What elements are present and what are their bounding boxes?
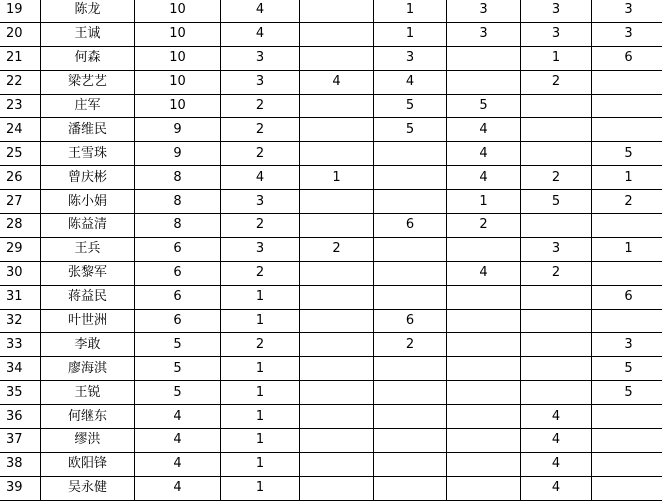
- col-8-cell: [521, 333, 592, 357]
- col-7-cell: [447, 405, 521, 429]
- col-9-cell: 5: [592, 142, 662, 166]
- col-7-cell: 4: [447, 118, 521, 142]
- name-cell: 陈小娟: [41, 190, 135, 214]
- name-cell: 曾庆彬: [41, 166, 135, 190]
- table-row: [0, 190, 662, 214]
- name-cell: 何森: [41, 46, 135, 70]
- col-5-cell: [300, 22, 374, 46]
- col-9-cell: [592, 429, 662, 453]
- total-cell: 8: [135, 166, 221, 190]
- name-cell: 王锐: [41, 381, 135, 405]
- total-cell: 10: [135, 22, 221, 46]
- table-row: [0, 261, 662, 285]
- col-9-cell: 6: [592, 285, 662, 309]
- col-5-cell: [300, 405, 374, 429]
- name-cell: 欧阳锋: [41, 452, 135, 476]
- name-cell: 王诚: [41, 22, 135, 46]
- col-9-cell: 3: [592, 0, 662, 22]
- col-9-cell: [592, 476, 662, 500]
- table-row: [0, 405, 662, 429]
- name-cell: 陈益清: [41, 214, 135, 238]
- col-6-cell: 1: [374, 22, 447, 46]
- col-6-cell: 5: [374, 118, 447, 142]
- count-cell: 2: [221, 261, 300, 285]
- total-cell: 10: [135, 70, 221, 94]
- col-9-cell: [592, 405, 662, 429]
- col-7-cell: [447, 70, 521, 94]
- col-5-cell: [300, 452, 374, 476]
- col-7-cell: [447, 333, 521, 357]
- col-6-cell: 6: [374, 214, 447, 238]
- col-9-cell: 2: [592, 190, 662, 214]
- rank-cell: 24: [0, 118, 41, 142]
- name-cell: 梁艺艺: [41, 70, 135, 94]
- col-5-cell: [300, 190, 374, 214]
- col-8-cell: [521, 381, 592, 405]
- total-cell: 10: [135, 0, 221, 22]
- table-row: [0, 214, 662, 238]
- col-5-cell: [300, 0, 374, 22]
- name-cell: 庄军: [41, 94, 135, 118]
- col-7-cell: 4: [447, 142, 521, 166]
- table-row: [0, 452, 662, 476]
- col-9-cell: [592, 214, 662, 238]
- total-cell: 4: [135, 452, 221, 476]
- total-cell: 4: [135, 476, 221, 500]
- rank-cell: 36: [0, 405, 41, 429]
- name-cell: 蒋益民: [41, 285, 135, 309]
- col-5-cell: [300, 214, 374, 238]
- rank-cell: 31: [0, 285, 41, 309]
- rank-cell: 22: [0, 70, 41, 94]
- count-cell: 4: [221, 22, 300, 46]
- col-9-cell: [592, 309, 662, 333]
- table-row: [0, 309, 662, 333]
- count-cell: 1: [221, 381, 300, 405]
- col-8-cell: 3: [521, 0, 592, 22]
- col-7-cell: 4: [447, 261, 521, 285]
- name-cell: 王雪珠: [41, 142, 135, 166]
- rank-cell: 33: [0, 333, 41, 357]
- count-cell: 1: [221, 429, 300, 453]
- count-cell: 2: [221, 94, 300, 118]
- count-cell: 1: [221, 285, 300, 309]
- col-8-cell: 1: [521, 46, 592, 70]
- col-8-cell: 4: [521, 476, 592, 500]
- col-5-cell: 1: [300, 166, 374, 190]
- total-cell: 9: [135, 118, 221, 142]
- total-cell: 8: [135, 190, 221, 214]
- rank-cell: 37: [0, 429, 41, 453]
- total-cell: 10: [135, 94, 221, 118]
- col-5-cell: [300, 381, 374, 405]
- col-5-cell: 2: [300, 237, 374, 261]
- total-cell: 4: [135, 405, 221, 429]
- name-cell: 陈龙: [41, 0, 135, 22]
- col-5-cell: [300, 285, 374, 309]
- col-6-cell: 3: [374, 46, 447, 70]
- col-5-cell: [300, 118, 374, 142]
- col-9-cell: [592, 452, 662, 476]
- col-7-cell: [447, 237, 521, 261]
- col-7-cell: 1: [447, 190, 521, 214]
- count-cell: 1: [221, 476, 300, 500]
- col-8-cell: 3: [521, 22, 592, 46]
- col-9-cell: 3: [592, 22, 662, 46]
- rank-cell: 20: [0, 22, 41, 46]
- col-6-cell: [374, 166, 447, 190]
- col-7-cell: 5: [447, 94, 521, 118]
- col-8-cell: 2: [521, 166, 592, 190]
- col-6-cell: 1: [374, 0, 447, 22]
- table-row: [0, 46, 662, 70]
- col-5-cell: [300, 429, 374, 453]
- rank-cell: 29: [0, 237, 41, 261]
- col-8-cell: [521, 309, 592, 333]
- col-8-cell: 4: [521, 405, 592, 429]
- col-8-cell: [521, 285, 592, 309]
- col-7-cell: [447, 381, 521, 405]
- table-row: [0, 142, 662, 166]
- col-7-cell: [447, 476, 521, 500]
- count-cell: 4: [221, 166, 300, 190]
- col-7-cell: [447, 429, 521, 453]
- col-6-cell: [374, 476, 447, 500]
- col-7-cell: 4: [447, 166, 521, 190]
- col-5-cell: [300, 357, 374, 381]
- col-8-cell: 3: [521, 237, 592, 261]
- total-cell: 4: [135, 429, 221, 453]
- col-8-cell: [521, 142, 592, 166]
- name-cell: 缪洪: [41, 429, 135, 453]
- total-cell: 9: [135, 142, 221, 166]
- col-9-cell: [592, 261, 662, 285]
- total-cell: 6: [135, 309, 221, 333]
- col-6-cell: [374, 142, 447, 166]
- col-7-cell: [447, 357, 521, 381]
- col-9-cell: 1: [592, 237, 662, 261]
- col-9-cell: [592, 94, 662, 118]
- name-cell: 王兵: [41, 237, 135, 261]
- rank-cell: 28: [0, 214, 41, 238]
- count-cell: 1: [221, 309, 300, 333]
- table-row: [0, 237, 662, 261]
- count-cell: 3: [221, 70, 300, 94]
- rank-cell: 26: [0, 166, 41, 190]
- col-8-cell: 4: [521, 452, 592, 476]
- col-8-cell: [521, 94, 592, 118]
- col-9-cell: 3: [592, 333, 662, 357]
- rank-cell: 35: [0, 381, 41, 405]
- col-8-cell: [521, 118, 592, 142]
- col-9-cell: [592, 118, 662, 142]
- col-5-cell: [300, 333, 374, 357]
- table-row: [0, 476, 662, 500]
- rank-cell: 38: [0, 452, 41, 476]
- table-row: [0, 118, 662, 142]
- col-8-cell: 2: [521, 261, 592, 285]
- count-cell: 1: [221, 405, 300, 429]
- col-9-cell: 5: [592, 357, 662, 381]
- col-5-cell: [300, 142, 374, 166]
- name-cell: 何继东: [41, 405, 135, 429]
- total-cell: 5: [135, 357, 221, 381]
- col-8-cell: [521, 214, 592, 238]
- rank-cell: 27: [0, 190, 41, 214]
- total-cell: 6: [135, 237, 221, 261]
- rank-cell: 23: [0, 94, 41, 118]
- total-cell: 10: [135, 46, 221, 70]
- rank-cell: 19: [0, 0, 41, 22]
- table-row: [0, 22, 662, 46]
- name-cell: 张黎军: [41, 261, 135, 285]
- count-cell: 2: [221, 333, 300, 357]
- col-8-cell: [521, 357, 592, 381]
- col-6-cell: [374, 381, 447, 405]
- table-row: [0, 285, 662, 309]
- col-6-cell: 6: [374, 309, 447, 333]
- col-5-cell: 4: [300, 70, 374, 94]
- rank-cell: 39: [0, 476, 41, 500]
- count-cell: 4: [221, 0, 300, 22]
- total-cell: 6: [135, 261, 221, 285]
- rank-cell: 30: [0, 261, 41, 285]
- col-8-cell: 2: [521, 70, 592, 94]
- count-cell: 2: [221, 142, 300, 166]
- col-6-cell: [374, 237, 447, 261]
- count-cell: 1: [221, 452, 300, 476]
- col-7-cell: [447, 452, 521, 476]
- count-cell: 3: [221, 190, 300, 214]
- col-7-cell: [447, 285, 521, 309]
- col-6-cell: 4: [374, 70, 447, 94]
- name-cell: 吴永健: [41, 476, 135, 500]
- rank-cell: 34: [0, 357, 41, 381]
- count-cell: 3: [221, 237, 300, 261]
- table-row: [0, 333, 662, 357]
- name-cell: 叶世洲: [41, 309, 135, 333]
- col-8-cell: 5: [521, 190, 592, 214]
- total-cell: 8: [135, 214, 221, 238]
- count-cell: 3: [221, 46, 300, 70]
- rank-cell: 25: [0, 142, 41, 166]
- table-row: [0, 429, 662, 453]
- col-6-cell: [374, 261, 447, 285]
- total-cell: 5: [135, 381, 221, 405]
- col-7-cell: 2: [447, 214, 521, 238]
- col-9-cell: [592, 70, 662, 94]
- table-row: [0, 166, 662, 190]
- name-cell: 廖海淇: [41, 357, 135, 381]
- name-cell: 潘维民: [41, 118, 135, 142]
- col-7-cell: 3: [447, 0, 521, 22]
- table-row: [0, 357, 662, 381]
- col-6-cell: 5: [374, 94, 447, 118]
- col-9-cell: 6: [592, 46, 662, 70]
- col-6-cell: [374, 452, 447, 476]
- count-cell: 2: [221, 214, 300, 238]
- col-6-cell: [374, 285, 447, 309]
- rank-cell: 32: [0, 309, 41, 333]
- col-6-cell: [374, 429, 447, 453]
- table-row: [0, 70, 662, 94]
- table-row: [0, 0, 662, 22]
- col-8-cell: 4: [521, 429, 592, 453]
- count-cell: 1: [221, 357, 300, 381]
- rank-cell: 21: [0, 46, 41, 70]
- col-7-cell: [447, 46, 521, 70]
- table-row: [0, 94, 662, 118]
- col-5-cell: [300, 309, 374, 333]
- col-9-cell: 1: [592, 166, 662, 190]
- col-5-cell: [300, 94, 374, 118]
- col-6-cell: 2: [374, 333, 447, 357]
- col-6-cell: [374, 357, 447, 381]
- col-9-cell: 5: [592, 381, 662, 405]
- col-5-cell: [300, 476, 374, 500]
- col-7-cell: 3: [447, 22, 521, 46]
- col-7-cell: [447, 309, 521, 333]
- col-6-cell: [374, 190, 447, 214]
- col-5-cell: [300, 261, 374, 285]
- col-6-cell: [374, 405, 447, 429]
- total-cell: 5: [135, 333, 221, 357]
- total-cell: 6: [135, 285, 221, 309]
- name-cell: 李敢: [41, 333, 135, 357]
- col-5-cell: [300, 46, 374, 70]
- table-row: [0, 381, 662, 405]
- count-cell: 2: [221, 118, 300, 142]
